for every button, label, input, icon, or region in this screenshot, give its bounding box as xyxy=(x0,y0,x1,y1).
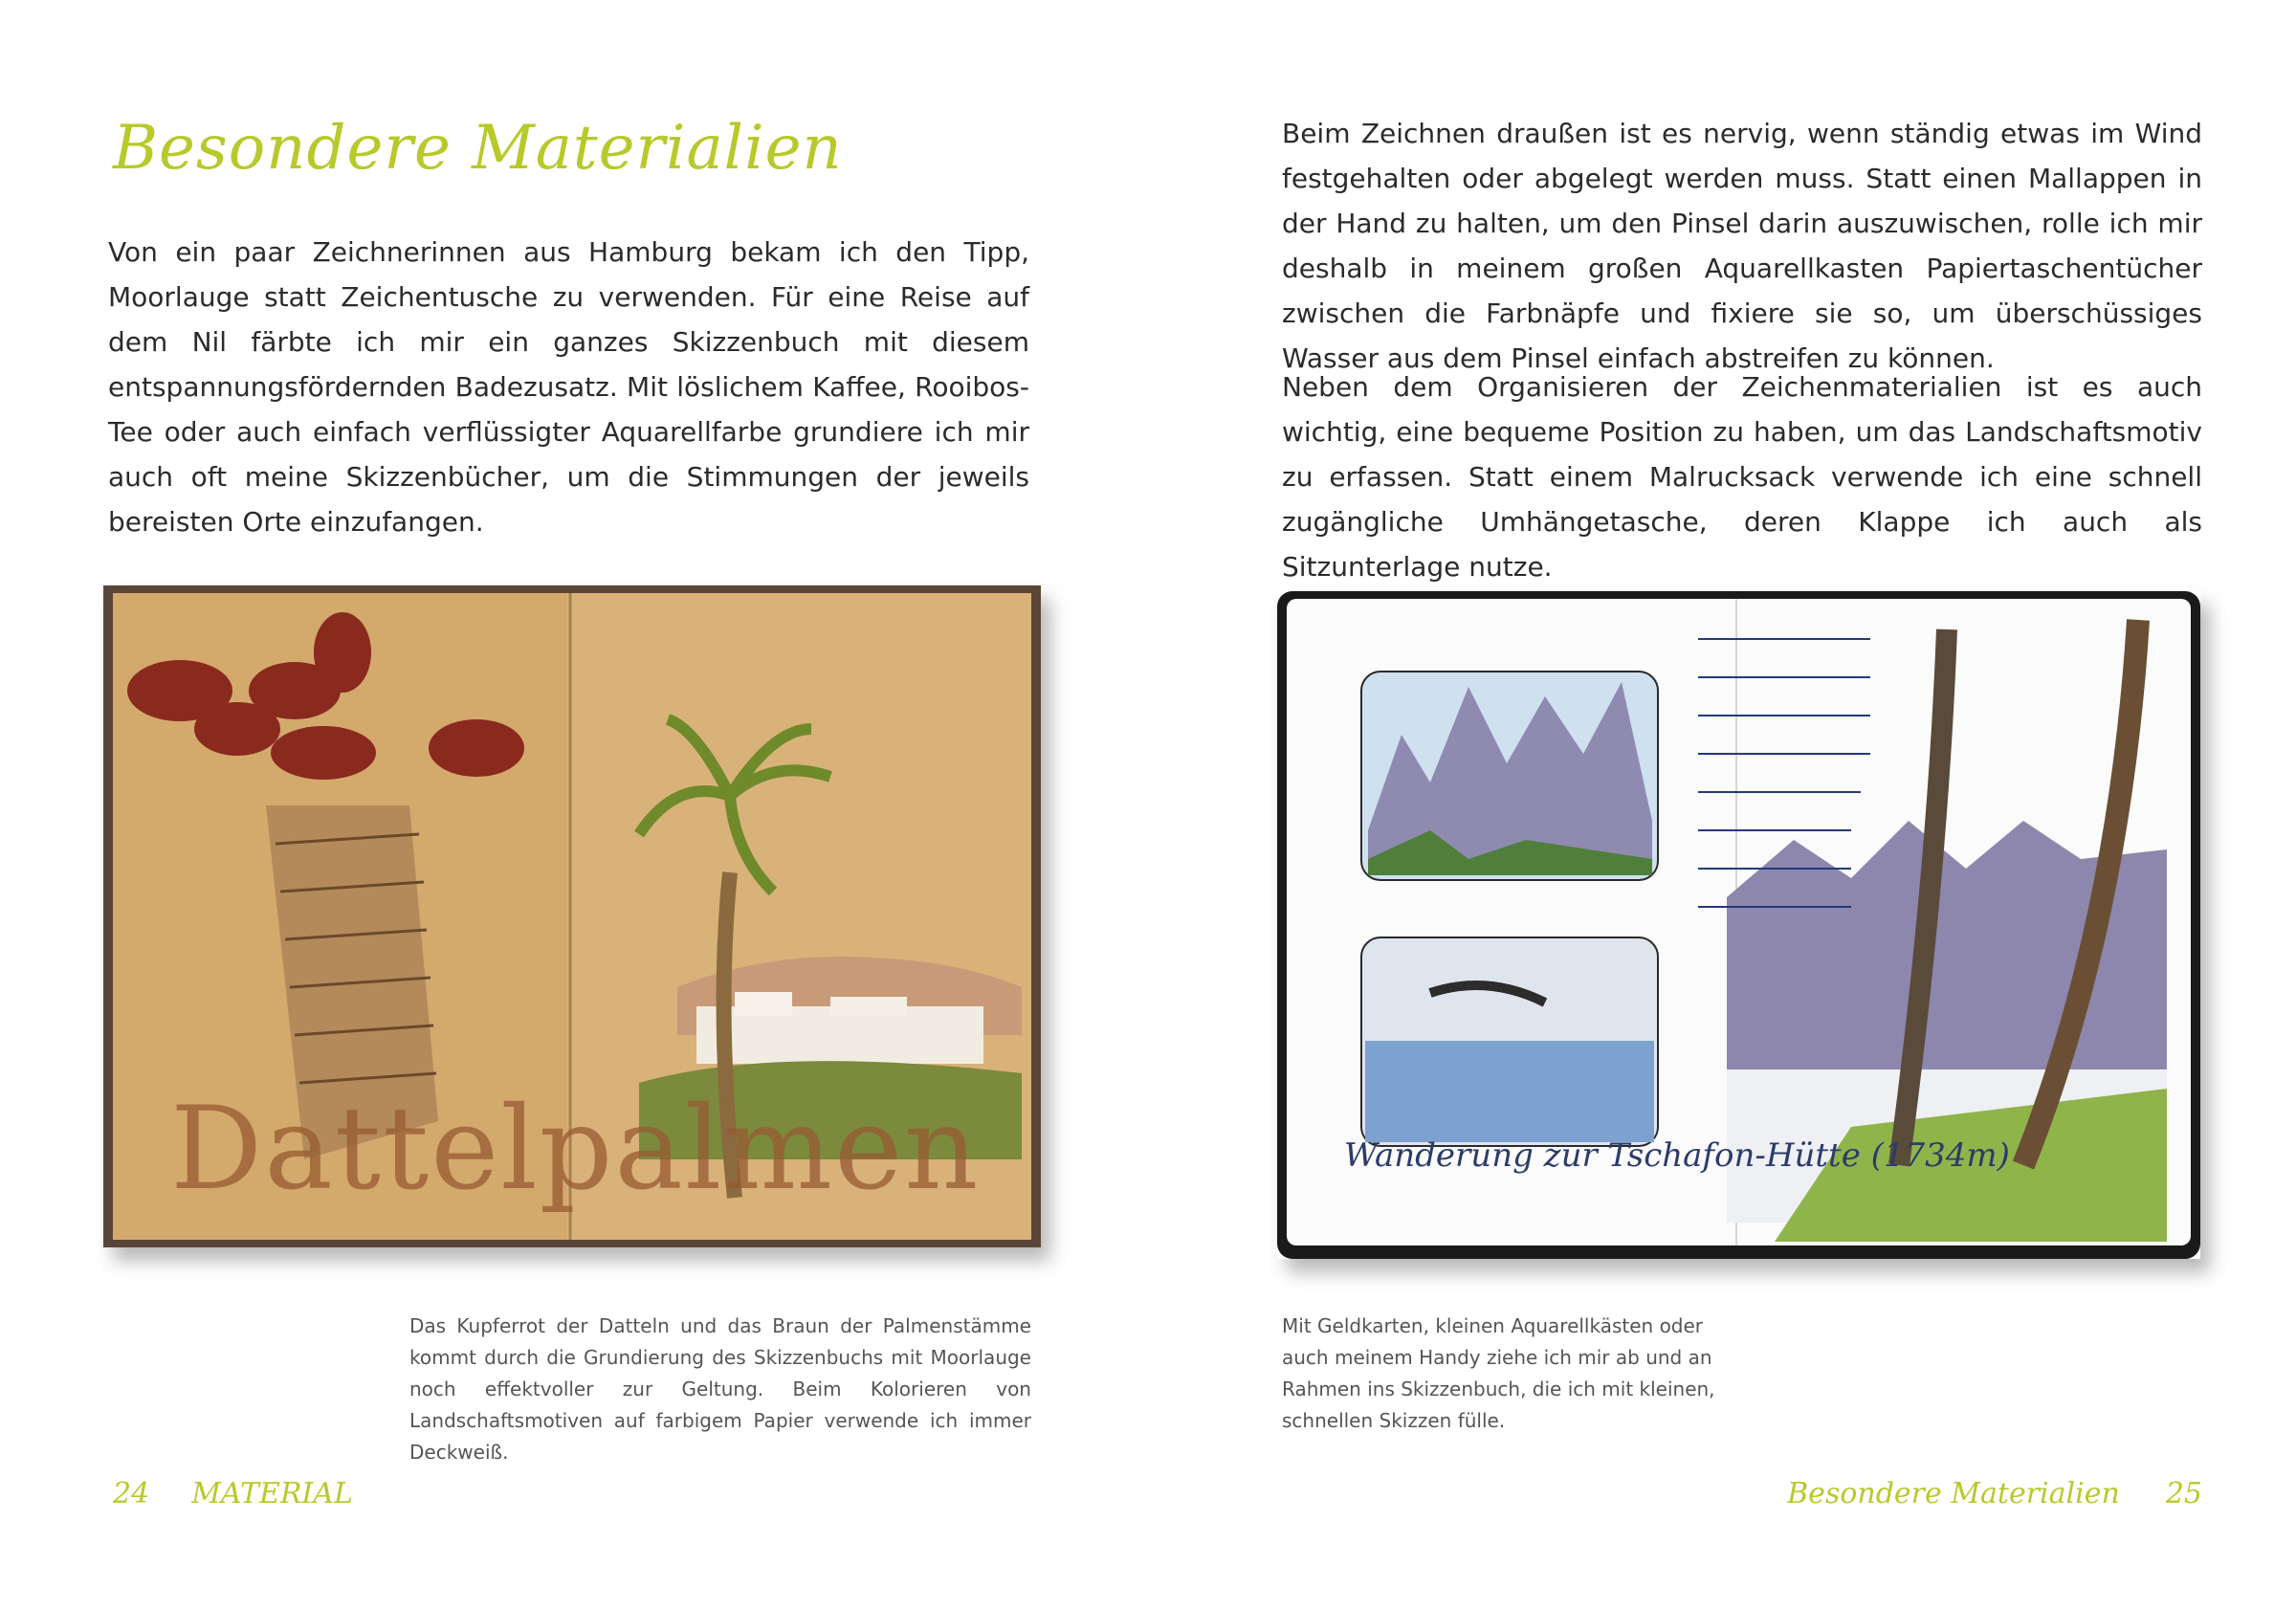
right-page-number: 25 xyxy=(2165,1477,2202,1510)
right-paragraph-2: Neben dem Organisieren der Zeichenmaterialien ist es auch wichtig, eine bequeme Position zu haben, um das Landschaftsmotiv zu erfassen. Statt einem Malrucksack verwende ich eine schnell zugängliche Umhängetasche, deren Klappe ich auch als Sitzunterlage nutze. xyxy=(1282,371,2202,583)
left-page-number: 24 xyxy=(113,1477,150,1510)
left-paragraph: Von ein paar Zeichnerinnen aus Hamburg bekam ich den Tipp, Moorlauge statt Zeichentusche zu verwenden. Für eine Reise auf dem Nil färbte ich mir ein ganzes Skizzenbuch mit diesem entspannungsfördernden Badezusatz. Mit löslichem Kaffee, Rooibos-Tee oder auch einfach verflüssigter Aquarellfarbe grundiere ich mir auch oft meine Skizzenbücher, um die Stimmungen der jeweils bereisten Orte einzufangen. xyxy=(108,236,1029,538)
left-caption: Das Kupferrot der Datteln und das Braun der Palmenstämme kommt durch die Grundierung des Skizzenbuchs mit Moorlauge noch effektvoller zur Geltung. Beim Kolorieren von Landschaftsmotiven auf farbigem Papier verwende ich immer Deckweiß. xyxy=(409,1314,1031,1464)
right-caption: Mit Geldkarten, kleinen Aquarellkästen oder auch meinem Handy ziehe ich mir ab und an Rahmen ins Skizzenbuch, die ich mit kleinen, schnellen Skizzen fülle. xyxy=(1282,1314,1715,1432)
left-footer xyxy=(113,1477,353,1510)
section-title: MATERIAL xyxy=(191,1477,353,1510)
dattelpalmen-lettering: Dattelpalmen xyxy=(170,1083,981,1216)
mountain-sketchbook-photo xyxy=(1277,591,2200,1259)
page-heading: Besondere Materialien xyxy=(113,113,843,184)
right-page xyxy=(1148,0,2296,1609)
running-title: Besondere Materialien xyxy=(1787,1477,2120,1510)
right-paragraph-1: Beim Zeichnen draußen ist es nervig, wenn ständig etwas im Wind festgehalten oder abgelegt werden muss. Statt einen Mallappen in der Hand zu halten, um den Pinsel darin auszuwischen, rolle ich mir deshalb in meinem großen Aquarellkasten Papiertaschentücher zwischen die Farbnäpfe und fixiere sie so, um überschüssiges Wasser aus dem Pinsel einfach abstreifen zu können. xyxy=(1282,118,2202,374)
date-palm-sketchbook-photo xyxy=(103,585,1041,1247)
right-footer xyxy=(1787,1477,2202,1510)
wanderung-lettering: Wanderung zur Tschafon-Hütte (1734m) xyxy=(1344,1136,2010,1175)
